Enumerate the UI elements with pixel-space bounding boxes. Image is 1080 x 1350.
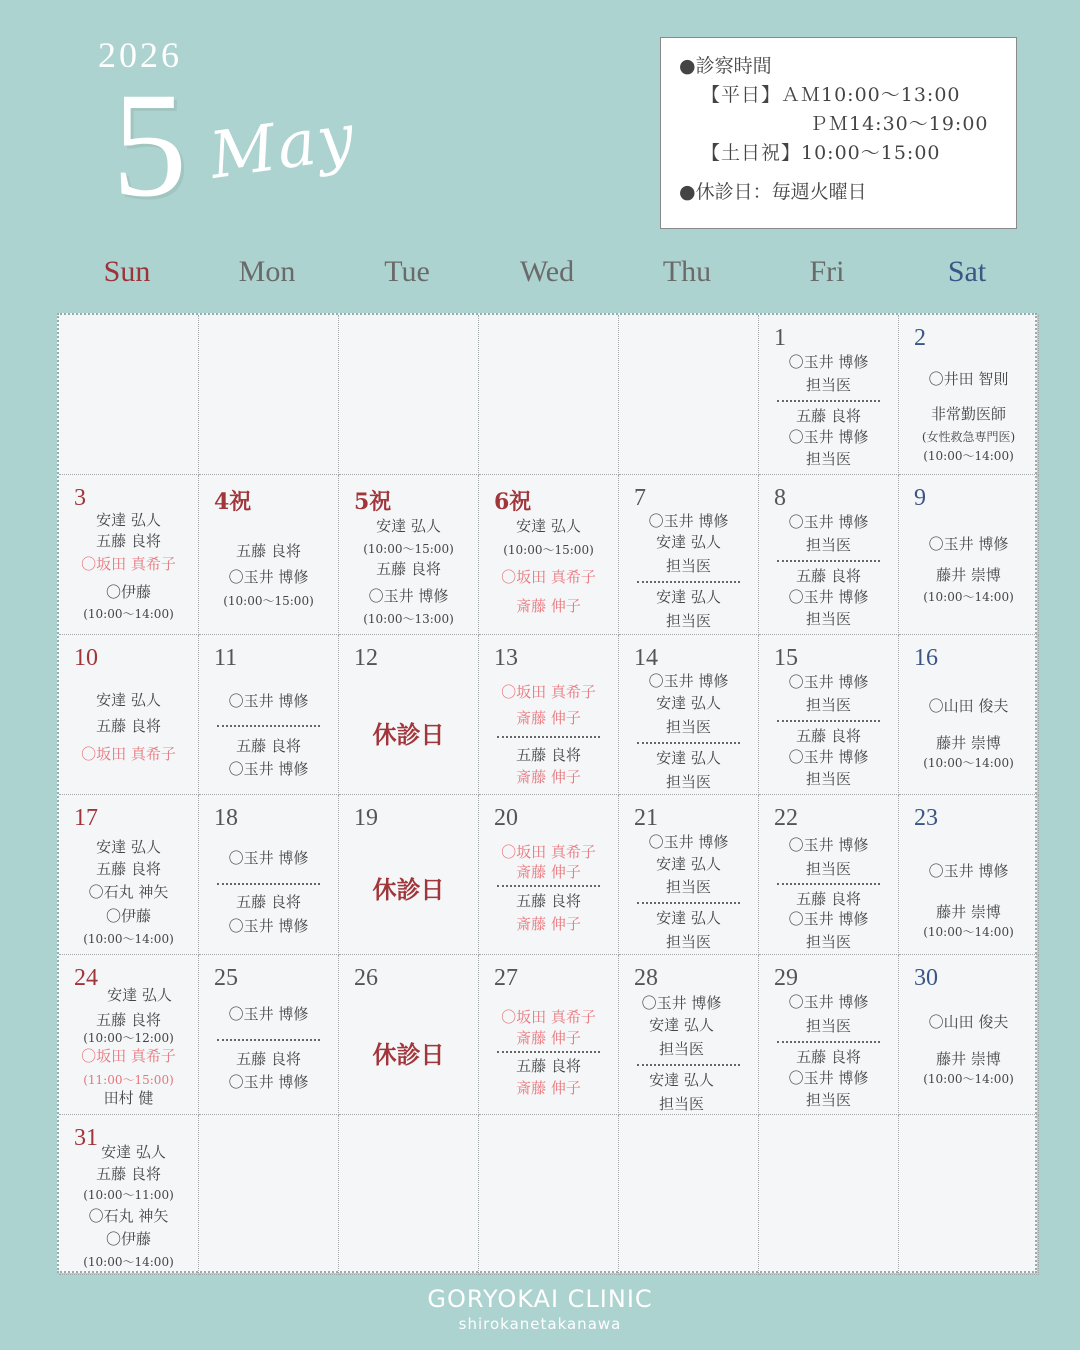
doctor-entry: 田村 健 [103, 1089, 154, 1107]
calendar-grid [57, 313, 1037, 1273]
doctor-entry: 五藤 良将 [236, 737, 301, 755]
calendar-cell-day-28 [619, 955, 759, 1115]
time-note: (10:00〜14:00) [923, 449, 1014, 463]
doctor-entry: 〇伊藤 [105, 907, 151, 925]
doctor-entry: 担当医 [658, 1095, 704, 1113]
calendar-cell-day-18 [199, 795, 339, 955]
doctor-entry: 藤井 崇博 [936, 903, 1001, 921]
doctor-entry: 〇玉井 博修 [368, 587, 449, 605]
doctor-entry: 担当医 [658, 1040, 704, 1058]
shift-divider [497, 1051, 600, 1053]
day-number: 8 [774, 485, 786, 511]
doctor-entry: 五藤 良将 [96, 1011, 161, 1029]
calendar-cell-empty [199, 1115, 339, 1275]
shift-divider [777, 560, 880, 562]
calendar-cell-day-8 [759, 475, 899, 635]
day-number: 5祝 [354, 489, 392, 515]
doctor-entry: 〇玉井 博修 [648, 512, 729, 530]
time-note: (10:00〜14:00) [83, 932, 174, 946]
calendar-cell-day-4 [199, 475, 339, 635]
doctor-entry: 〇坂田 真希子 [501, 843, 596, 861]
doctor-entry: 担当医 [805, 770, 851, 788]
day-number: 24 [74, 965, 98, 991]
doctor-entry: 担当医 [805, 450, 851, 468]
doctor-entry: 担当医 [665, 718, 711, 736]
day-number: 28 [634, 965, 658, 991]
doctor-entry: 〇石丸 神矢 [88, 883, 169, 901]
calendar-cell-day-12 [339, 635, 479, 795]
day-number: 15 [774, 645, 798, 671]
time-note: (10:00〜14:00) [923, 1072, 1014, 1086]
doctor-entry: 〇玉井 博修 [641, 994, 722, 1012]
time-note: (10:00〜15:00) [223, 594, 314, 608]
calendar-cell-empty [199, 315, 339, 475]
doctor-entry: 〇玉井 博修 [648, 833, 729, 851]
calendar-cell-empty [339, 315, 479, 475]
clinic-footer [0, 1285, 1080, 1333]
day-number: 21 [634, 805, 658, 831]
calendar-cell-empty [479, 1115, 619, 1275]
day-number: 4祝 [214, 489, 252, 515]
closed-day-label: 休診日 [372, 876, 445, 904]
day-number: 9 [914, 485, 926, 511]
time-note: (10:00〜14:00) [83, 607, 174, 621]
shift-divider [497, 885, 600, 887]
closed-day-label: 休診日 [372, 1041, 445, 1069]
doctor-entry: 五藤 良将 [516, 892, 581, 910]
doctor-entry: 〇玉井 博修 [788, 748, 869, 766]
hours-title: ●診察時間 [679, 55, 772, 77]
day-number: 16 [914, 645, 938, 671]
doctor-entry: 五藤 良将 [796, 407, 861, 425]
calendar-cell-day-6 [479, 475, 619, 635]
doctor-entry: 〇玉井 博修 [228, 760, 309, 778]
clinic-name: GORYOKAI CLINIC [427, 1285, 653, 1313]
shift-divider [637, 1064, 740, 1066]
doctor-entry: 担当医 [805, 933, 851, 951]
doctor-entry: 〇坂田 真希子 [501, 1008, 596, 1026]
doctor-entry: 〇山田 俊夫 [928, 697, 1009, 715]
doctor-entry: 五藤 良将 [236, 1050, 301, 1068]
doctor-entry: 〇玉井 博修 [788, 993, 869, 1011]
doctor-entry: 五藤 良将 [796, 727, 861, 745]
shift-divider [637, 581, 740, 583]
shift-divider [777, 883, 880, 885]
shift-divider [637, 902, 740, 904]
calendar-cell-day-16 [899, 635, 1039, 795]
day-number: 30 [914, 965, 938, 991]
doctor-entry: 安達 弘人 [656, 855, 721, 873]
day-number: 2 [914, 325, 926, 351]
calendar-cell-day-29 [759, 955, 899, 1115]
shift-divider [777, 1041, 880, 1043]
doctor-entry: 五藤 良将 [516, 1057, 581, 1075]
shift-divider [217, 725, 320, 727]
shift-divider [217, 883, 320, 885]
doctor-entry: 担当医 [665, 878, 711, 896]
closed-day-info: ●休診日：毎週火曜日 [679, 181, 867, 203]
calendar-cell-empty [339, 1115, 479, 1275]
day-number: 25 [214, 965, 238, 991]
day-number: 20 [494, 805, 518, 831]
calendar-cell-empty [59, 315, 199, 475]
calendar-cell-day-1 [759, 315, 899, 475]
calendar-cell-day-2 [899, 315, 1039, 475]
doctor-entry: 安達 弘人 [656, 694, 721, 712]
shift-divider [497, 736, 600, 738]
doctor-entry: 五藤 良将 [96, 860, 161, 878]
doctor-entry: 〇玉井 博修 [228, 568, 309, 586]
doctor-entry: 藤井 崇博 [936, 734, 1001, 752]
doctor-entry: 斎藤 伸子 [516, 597, 581, 615]
doctor-entry: 〇玉井 博修 [928, 535, 1009, 553]
calendar-cell-day-24 [59, 955, 199, 1115]
year-label: 2026 [98, 35, 182, 75]
doctor-entry: 〇玉井 博修 [928, 862, 1009, 880]
weekday-wed: Wed [519, 255, 575, 288]
calendar-cell-day-21 [619, 795, 759, 955]
doctor-entry: 〇坂田 真希子 [501, 683, 596, 701]
time-note: (10:00〜11:00) [83, 1188, 174, 1202]
doctor-entry: 担当医 [805, 536, 851, 554]
doctor-entry: 担当医 [665, 933, 711, 951]
doctor-entry: 担当医 [805, 1091, 851, 1109]
month-number: 5 [112, 62, 187, 228]
calendar-cell-day-17 [59, 795, 199, 955]
day-number: 18 [214, 805, 238, 831]
calendar-cell-day-7 [619, 475, 759, 635]
day-number: 12 [354, 645, 378, 671]
day-number: 1 [774, 325, 786, 351]
time-note: (10:00〜14:00) [83, 1255, 174, 1269]
day-number: 7 [634, 485, 646, 511]
doctor-entry: 安達 弘人 [376, 517, 441, 535]
doctor-entry: 〇山田 俊夫 [928, 1013, 1009, 1031]
doctor-entry: 〇玉井 博修 [228, 849, 309, 867]
doctor-entry: 藤井 崇博 [936, 1050, 1001, 1068]
doctor-entry: 五藤 良将 [796, 567, 861, 585]
calendar-cell-empty [619, 315, 759, 475]
doctor-entry: 斎藤 伸子 [516, 915, 581, 933]
doctor-entry: 安達 弘人 [656, 749, 721, 767]
doctor-entry: 安達 弘人 [96, 511, 161, 529]
time-note: (10:00〜14:00) [923, 756, 1014, 770]
weekday-pm-hours: ＰＭ14:30〜19:00 [809, 113, 989, 135]
shift-divider [777, 400, 880, 402]
time-note: (10:00〜15:00) [363, 542, 454, 556]
doctor-entry: 〇玉井 博修 [788, 513, 869, 531]
doctor-entry: 安達 弘人 [107, 986, 172, 1004]
doctor-entry: 担当医 [805, 696, 851, 714]
doctor-entry: 担当医 [805, 860, 851, 878]
doctor-entry: 安達 弘人 [96, 838, 161, 856]
hours-info-box [660, 37, 1017, 229]
doctor-entry: 〇坂田 真希子 [81, 555, 176, 573]
calendar-cell-day-31 [59, 1115, 199, 1275]
doctor-entry: 斎藤 伸子 [516, 768, 581, 786]
day-number: 29 [774, 965, 798, 991]
time-note: (10:00〜14:00) [923, 925, 1014, 939]
doctor-entry: 担当医 [665, 557, 711, 575]
day-number: 10 [74, 645, 98, 671]
doctor-entry: 〇玉井 博修 [228, 1005, 309, 1023]
doctor-entry: 〇玉井 博修 [788, 1069, 869, 1087]
doctor-entry: 〇井田 智則 [928, 370, 1009, 388]
doctor-entry: 〇伊藤 [105, 1230, 151, 1248]
doctor-entry: 安達 弘人 [656, 588, 721, 606]
day-number: 6祝 [494, 489, 532, 515]
doctor-entry: 〇玉井 博修 [228, 1073, 309, 1091]
doctor-entry: 〇玉井 博修 [788, 673, 869, 691]
shift-divider [637, 742, 740, 744]
calendar-cell-day-22 [759, 795, 899, 955]
calendar-cell-day-5 [339, 475, 479, 635]
calendar-cell-day-27 [479, 955, 619, 1115]
doctor-entry: 〇玉井 博修 [788, 910, 869, 928]
doctor-entry: 五藤 良将 [796, 1048, 861, 1066]
day-number: 11 [214, 645, 238, 671]
time-note: (10:00〜15:00) [503, 543, 594, 557]
doctor-entry: 安達 弘人 [656, 533, 721, 551]
calendar-cell-day-30 [899, 955, 1039, 1115]
doctor-entry: 担当医 [805, 610, 851, 628]
doctor-entry: 〇玉井 博修 [648, 672, 729, 690]
day-number: 31 [74, 1125, 98, 1151]
doctor-entry: 藤井 崇博 [936, 566, 1001, 584]
doctor-entry: 〇玉井 博修 [228, 917, 309, 935]
doctor-entry: 安達 弘人 [101, 1143, 166, 1161]
calendar-cell-day-23 [899, 795, 1039, 955]
doctor-entry: 五藤 良将 [96, 532, 161, 550]
calendar-cell-day-3 [59, 475, 199, 635]
calendar-cell-day-15 [759, 635, 899, 795]
calendar-cell-day-9 [899, 475, 1039, 635]
calendar-cell-day-10 [59, 635, 199, 795]
calendar-cell-empty [899, 1115, 1039, 1275]
day-number: 14 [634, 645, 658, 671]
day-number: 26 [354, 965, 378, 991]
doctor-entry: 斎藤 伸子 [516, 1029, 581, 1047]
month-name: May [205, 100, 361, 194]
calendar-cell-empty [619, 1115, 759, 1275]
doctor-entry: 〇玉井 博修 [788, 428, 869, 446]
doctor-entry: 〇伊藤 [105, 583, 151, 601]
doctor-entry: 安達 弘人 [516, 517, 581, 535]
weekday-fri: Fri [809, 255, 845, 288]
doctor-entry: 安達 弘人 [649, 1016, 714, 1034]
doctor-entry: 〇坂田 真希子 [501, 568, 596, 586]
time-note: (10:00〜14:00) [923, 590, 1014, 604]
calendar-cell-empty [759, 1115, 899, 1275]
weekday-sun: Sun [103, 255, 151, 288]
weekday-tue: Tue [384, 255, 430, 288]
weekday-thu: Thu [662, 255, 712, 288]
doctor-entry: 〇玉井 博修 [788, 588, 869, 606]
doctor-entry: 〇玉井 博修 [228, 692, 309, 710]
calendar-cell-day-14 [619, 635, 759, 795]
doctor-entry: 五藤 良将 [96, 717, 161, 735]
day-number: 22 [774, 805, 798, 831]
day-number: 17 [74, 805, 98, 831]
time-note: (10:00〜12:00) [83, 1031, 174, 1045]
closed-day-label: 休診日 [372, 721, 445, 749]
doctor-entry: 非常勤医師 [930, 405, 1006, 423]
day-number: 23 [914, 805, 938, 831]
calendar-cell-day-13 [479, 635, 619, 795]
calendar-cell-day-26 [339, 955, 479, 1115]
doctor-entry: 〇玉井 博修 [788, 353, 869, 371]
doctor-entry: 安達 弘人 [649, 1071, 714, 1089]
weekday-sat: Sat [947, 255, 987, 288]
doctor-entry: 〇坂田 真希子 [81, 745, 176, 763]
calendar-cell-day-25 [199, 955, 339, 1115]
doctor-entry: 担当医 [805, 1017, 851, 1035]
doctor-entry: 五藤 良将 [96, 1165, 161, 1183]
doctor-entry: 五藤 良将 [236, 893, 301, 911]
calendar-cell-day-19 [339, 795, 479, 955]
doctor-entry: 〇石丸 神矢 [88, 1207, 169, 1225]
weekday-hours: 【平日】ＡＭ10:00〜13:00 [701, 84, 961, 106]
doctor-entry: 安達 弘人 [96, 691, 161, 709]
doctor-entry: 五藤 良将 [796, 890, 861, 908]
clinic-location: shirokanetakanawa [458, 1315, 622, 1333]
day-number: 19 [354, 805, 378, 831]
calendar-cell-day-11 [199, 635, 339, 795]
holiday-hours: 【土日祝】10:00〜15:00 [701, 142, 941, 164]
doctor-entry: 斎藤 伸子 [516, 709, 581, 727]
shift-divider [777, 720, 880, 722]
doctor-entry: 五藤 良将 [376, 560, 441, 578]
doctor-entry: 担当医 [665, 612, 711, 630]
calendar-cell-empty [479, 315, 619, 475]
doctor-entry: 斎藤 伸子 [516, 863, 581, 881]
doctor-entry: 安達 弘人 [656, 909, 721, 927]
doctor-entry: 〇玉井 博修 [788, 836, 869, 854]
weekday-header [57, 255, 1037, 295]
day-number: 13 [494, 645, 518, 671]
shift-divider [217, 1039, 320, 1041]
doctor-note: (女性救急専門医) [921, 430, 1016, 444]
doctor-entry: 五藤 良将 [516, 746, 581, 764]
doctor-entry: 担当医 [805, 376, 851, 394]
calendar-cell-day-20 [479, 795, 619, 955]
doctor-entry: 担当医 [665, 773, 711, 791]
time-note: (11:00〜15:00) [83, 1073, 174, 1087]
doctor-entry: 斎藤 伸子 [516, 1079, 581, 1097]
day-number: 27 [494, 965, 518, 991]
doctor-entry: 〇坂田 真希子 [81, 1047, 176, 1065]
weekday-mon: Mon [238, 255, 296, 288]
day-number: 3 [74, 485, 86, 511]
doctor-entry: 五藤 良将 [236, 542, 301, 560]
time-note: (10:00〜13:00) [363, 612, 454, 626]
